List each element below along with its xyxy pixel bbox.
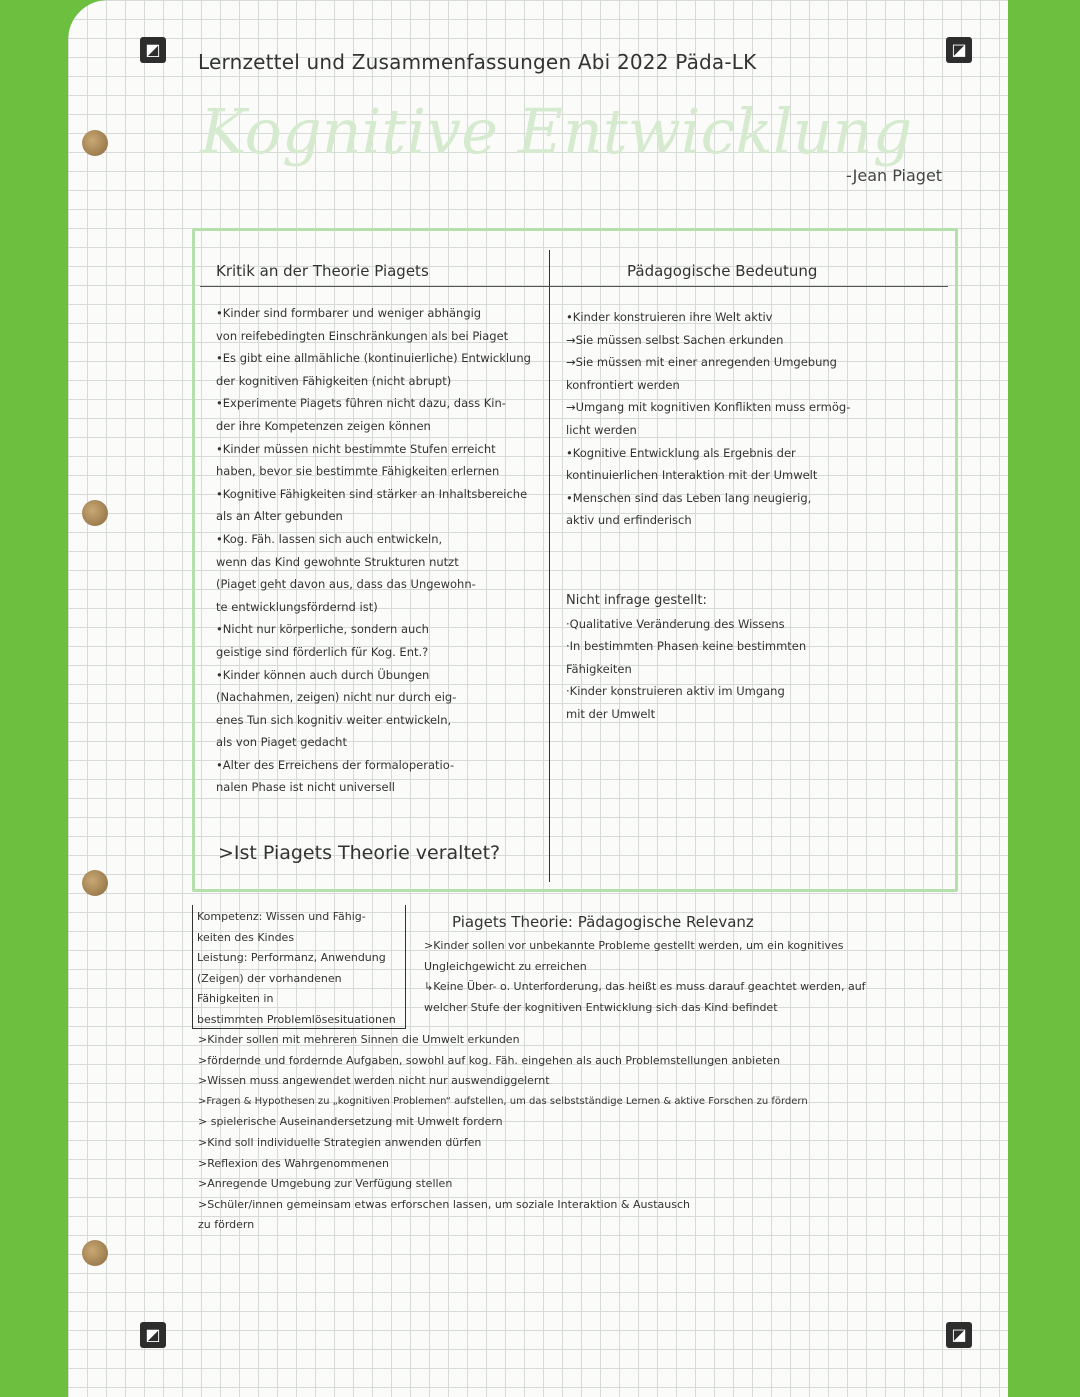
punch-hole-4 bbox=[82, 1240, 108, 1266]
list-item: •Kinder sind formbarer und weniger abhängig bbox=[216, 306, 482, 320]
relevance-heading: Piagets Theorie: Pädagogische Relevanz bbox=[452, 913, 754, 931]
list-item: •Nicht nur körperliche, sondern auch bbox=[216, 622, 429, 637]
list-item: wenn das Kind gewohnte Strukturen nutzt bbox=[216, 554, 459, 569]
list-item: ↳Keine Über- o. Unterforderung, das heißt es muss darauf geachtet werden, auf bbox=[424, 980, 866, 994]
definition-line: Kompetenz: Wissen und Fähig- bbox=[197, 910, 366, 923]
list-item: ·In bestimmten Phasen keine bestimmten bbox=[566, 639, 807, 654]
list-item: geistige sind förderlich für Kog. Ent.? bbox=[216, 644, 429, 659]
list-item: haben, bevor sie bestimmte Fähigkeiten erlernen bbox=[216, 464, 500, 479]
list-item: >Anregende Umgebung zur Verfügung stellen bbox=[198, 1177, 453, 1191]
list-item: Fähigkeiten bbox=[566, 661, 632, 676]
list-item: •Kinder können auch durch Übungen bbox=[216, 667, 430, 682]
list-item: zu fördern bbox=[198, 1218, 255, 1232]
corner-mark-icon: ◪ bbox=[946, 37, 972, 63]
list-item: > spielerische Auseinandersetzung mit Umwelt fordern bbox=[198, 1115, 503, 1129]
critique-list bbox=[216, 302, 531, 799]
definition-line: Leistung: Performanz, Anwendung bbox=[197, 951, 386, 965]
author-label: -Jean Piaget bbox=[846, 166, 943, 185]
list-item: >Reflexion des Wahrgenommenen bbox=[198, 1156, 389, 1170]
relevance-indented-block bbox=[424, 936, 866, 1018]
list-item: der ihre Kompetenzen zeigen können bbox=[216, 418, 431, 433]
list-item: >Schüler/innen gemeinsam etwas erforschen lassen, um soziale Interaktion & Austausch bbox=[198, 1197, 690, 1211]
closing-question: >Ist Piagets Theorie veraltet? bbox=[218, 842, 501, 864]
punch-hole-1 bbox=[82, 130, 108, 156]
not-questioned-heading: Nicht infrage gestellt: bbox=[566, 593, 707, 608]
list-item: von reifebedingten Einschränkungen als bei Piaget bbox=[216, 328, 509, 343]
list-item: ·Qualitative Veränderung des Wissens bbox=[566, 616, 785, 631]
corner-mark-icon: ◪ bbox=[946, 1322, 972, 1348]
list-item: welcher Stufe der kognitiven Entwicklung sich das Kind befindet bbox=[424, 1000, 778, 1014]
punch-hole-3 bbox=[82, 870, 108, 896]
list-item: als von Piaget gedacht bbox=[216, 735, 347, 750]
list-item: ·Kinder konstruieren aktiv im Umgang bbox=[566, 684, 785, 699]
list-item: >Fragen & Hypothesen zu „kognitiven Problemen“ aufstellen, um das selbstständige Lernen & aktive Forschen zu fördern bbox=[198, 1095, 808, 1107]
definition-line: (Zeigen) der vorhandenen Fähigkeiten in bbox=[197, 971, 342, 1006]
list-item: >Kind soll individuelle Strategien anwenden dürfen bbox=[198, 1135, 482, 1149]
list-item: >Kinder sollen vor unbekannte Probleme gestellt werden, um ein kognitives bbox=[424, 939, 844, 952]
list-item: als an Alter gebunden bbox=[216, 509, 343, 524]
page-title: Lernzettel und Zusammenfassungen Abi 2022 Päda-LK bbox=[198, 50, 757, 74]
topic-title: Kognitive Entwicklung bbox=[200, 95, 913, 168]
list-item: •Alter des Erreichens der formaloperatio- bbox=[216, 757, 455, 772]
list-item: (Nachahmen, zeigen) nicht nur durch eig- bbox=[216, 690, 457, 705]
list-item: nalen Phase ist nicht universell bbox=[216, 780, 395, 795]
list-item: •Kinder müssen nicht bestimmte Stufen erreicht bbox=[216, 441, 496, 456]
corner-mark-icon: ◩ bbox=[140, 1322, 166, 1348]
not-questioned-list bbox=[566, 590, 806, 726]
right-column-heading: Pädagogische Bedeutung bbox=[627, 262, 818, 280]
list-item: •Kog. Fäh. lassen sich auch entwickeln, bbox=[216, 531, 443, 546]
list-item: >Kinder sollen mit mehreren Sinnen die Umwelt erkunden bbox=[198, 1033, 520, 1046]
list-item: aktiv und erfinderisch bbox=[566, 513, 692, 528]
list-item: >Wissen muss angewendet werden nicht nur auswendiggelernt bbox=[198, 1074, 550, 1088]
list-item: mit der Umwelt bbox=[566, 706, 656, 721]
list-item: →Sie müssen selbst Sachen erkunden bbox=[566, 332, 784, 347]
left-column-heading: Kritik an der Theorie Piagets bbox=[216, 262, 429, 280]
relevance-list bbox=[198, 1030, 808, 1236]
list-item: enes Tun sich kognitiv weiter entwickeln, bbox=[216, 712, 452, 727]
list-item: •Experimente Piagets führen nicht dazu, dass Kin- bbox=[216, 396, 506, 411]
definition-line: keiten des Kindes bbox=[197, 930, 295, 944]
definition-line: bestimmten Problemlösesituationen bbox=[197, 1012, 396, 1026]
punch-hole-2 bbox=[82, 500, 108, 526]
header-divider bbox=[200, 286, 948, 287]
list-item: →Umgang mit kognitiven Konflikten muss ermög- bbox=[566, 400, 851, 415]
list-item: der kognitiven Fähigkeiten (nicht abrupt) bbox=[216, 373, 452, 388]
list-item: →Sie müssen mit einer anregenden Umgebung bbox=[566, 355, 837, 370]
list-item: •Kinder konstruieren ihre Welt aktiv bbox=[566, 310, 773, 324]
list-item: te entwicklungsfördernd ist) bbox=[216, 599, 378, 614]
list-item: licht werden bbox=[566, 422, 637, 437]
list-item: •Kognitive Entwicklung als Ergebnis der bbox=[566, 445, 796, 460]
list-item: (Piaget geht davon aus, dass das Ungewohn- bbox=[216, 577, 476, 592]
list-item: Ungleichgewicht zu erreichen bbox=[424, 959, 587, 973]
list-item: •Kognitive Fähigkeiten sind stärker an Inhaltsbereiche bbox=[216, 486, 528, 501]
pedagogy-list bbox=[566, 306, 850, 532]
list-item: •Menschen sind das Leben lang neugierig, bbox=[566, 490, 812, 505]
list-item: konfrontiert werden bbox=[566, 377, 680, 392]
list-item: >fördernde und fordernde Aufgaben, sowohl auf kog. Fäh. eingehen als auch Problemstellungen anbieten bbox=[198, 1053, 781, 1067]
corner-mark-icon: ◩ bbox=[140, 37, 166, 63]
list-item: kontinuierlichen Interaktion mit der Umwelt bbox=[566, 468, 818, 483]
column-divider bbox=[549, 250, 550, 882]
definitions-box bbox=[192, 905, 406, 1029]
list-item: •Es gibt eine allmähliche (kontinuierliche) Entwicklung bbox=[216, 351, 531, 366]
